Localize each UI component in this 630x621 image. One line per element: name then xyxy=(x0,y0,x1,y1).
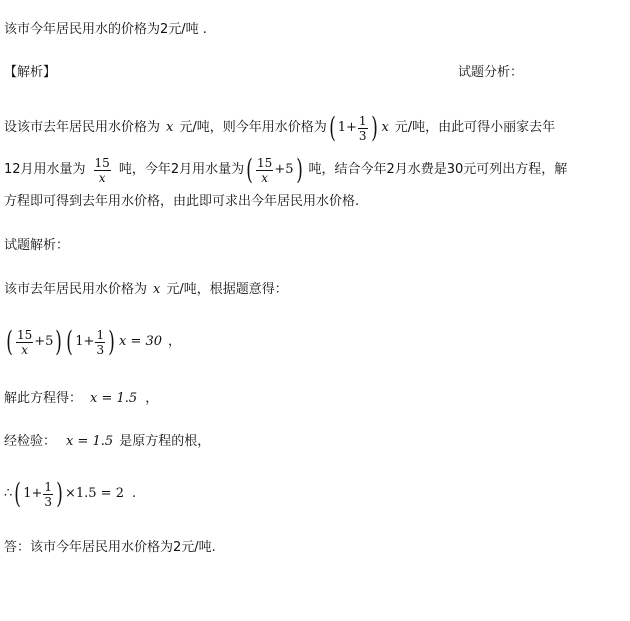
fraction-15-over-x xyxy=(94,156,111,185)
right-paren: ) xyxy=(370,111,378,144)
expr-one-plus-third xyxy=(12,477,65,510)
text: 设该市去年居民用水价格为 xyxy=(4,120,161,135)
expr-15-over-x-plus-5 xyxy=(4,325,64,358)
denominator: 3 xyxy=(44,494,53,509)
text: 经检验： xyxy=(4,434,57,449)
left-paren: ( xyxy=(14,477,22,510)
denominator: 3 xyxy=(96,342,105,357)
check-line xyxy=(4,433,210,451)
therefore-symbol: ∴ xyxy=(4,486,13,501)
fraction-15-over-x xyxy=(256,156,273,185)
solution-title: 试题解析： xyxy=(4,238,70,253)
text: +5 xyxy=(274,162,294,177)
expr-one-plus-third xyxy=(64,325,117,358)
text: ， xyxy=(145,391,159,406)
analysis-title: 试题分析： xyxy=(458,65,524,80)
answer-line: 该市今年居民用水的价格为2元/吨 . xyxy=(4,22,207,37)
right-paren: ) xyxy=(56,477,63,510)
left-paren: ( xyxy=(66,325,74,358)
therefore-line xyxy=(4,474,136,514)
text: 1+ xyxy=(75,334,95,349)
left-paren: ( xyxy=(6,325,13,358)
fraction-one-third xyxy=(43,480,53,509)
text: 元/吨，根据题意得： xyxy=(166,282,288,297)
denominator: x xyxy=(16,342,33,357)
result-expression: ×1.5 = 2 xyxy=(64,486,124,501)
analysis-line-1 xyxy=(4,110,555,146)
right-paren: ) xyxy=(295,153,303,186)
solution-value: x = 1.5 xyxy=(90,391,138,406)
text: +5 xyxy=(34,334,54,349)
text: 12月用水量为 xyxy=(4,162,86,177)
text: 元/吨，则今年用水价格为 xyxy=(179,120,327,135)
text: 吨，结合今年2月水费是30元可列出方程，解 xyxy=(308,162,568,177)
text: 1+ xyxy=(23,486,43,501)
numerator: 1 xyxy=(358,113,367,128)
fraction-15-over-x xyxy=(16,328,33,357)
numerator: 1 xyxy=(44,479,53,494)
expr-15-over-x-plus-5 xyxy=(244,153,304,186)
analysis-line-3: 方程即可得到去年用水价格，由此即可求出今年居民用水价格. xyxy=(4,194,360,209)
numerator: 15 xyxy=(257,155,273,170)
equation-rhs: x = 30 xyxy=(119,334,163,349)
jiexi-heading: 【解析】 xyxy=(4,65,57,80)
expr-one-plus-third xyxy=(327,111,380,144)
solve-line xyxy=(4,390,158,408)
fraction-one-third xyxy=(95,328,105,357)
left-paren: ( xyxy=(328,111,336,144)
text: 1+ xyxy=(337,120,357,135)
denominator: x xyxy=(94,170,111,185)
right-paren: ) xyxy=(108,325,115,358)
right-paren: ) xyxy=(55,325,63,358)
var-x: x xyxy=(381,120,389,135)
denominator: 3 xyxy=(358,128,367,143)
numerator: 1 xyxy=(96,327,105,342)
text: 元/吨，由此可得小丽家去年 xyxy=(394,120,556,135)
solution-value: x = 1.5 xyxy=(66,434,114,449)
left-paren: ( xyxy=(246,153,253,186)
text: ， xyxy=(168,334,182,349)
text: 解此方程得： xyxy=(4,391,83,406)
fraction-one-third xyxy=(358,114,368,143)
numerator: 15 xyxy=(16,327,33,342)
analysis-line-2 xyxy=(4,150,567,190)
denominator: x xyxy=(256,170,273,185)
text: . xyxy=(131,486,137,501)
text: 是原方程的根， xyxy=(119,434,211,449)
final-answer: 答：该市今年居民用水价格为2元/吨. xyxy=(4,540,216,555)
var-x: x xyxy=(166,120,174,135)
equation-line xyxy=(4,322,181,362)
numerator: 15 xyxy=(94,155,110,170)
text: 该市去年居民用水价格为 xyxy=(4,282,148,297)
var-x: x xyxy=(153,282,161,297)
solution-line-1 xyxy=(4,281,288,299)
text: 吨，今年2月用水量为 xyxy=(118,162,245,177)
